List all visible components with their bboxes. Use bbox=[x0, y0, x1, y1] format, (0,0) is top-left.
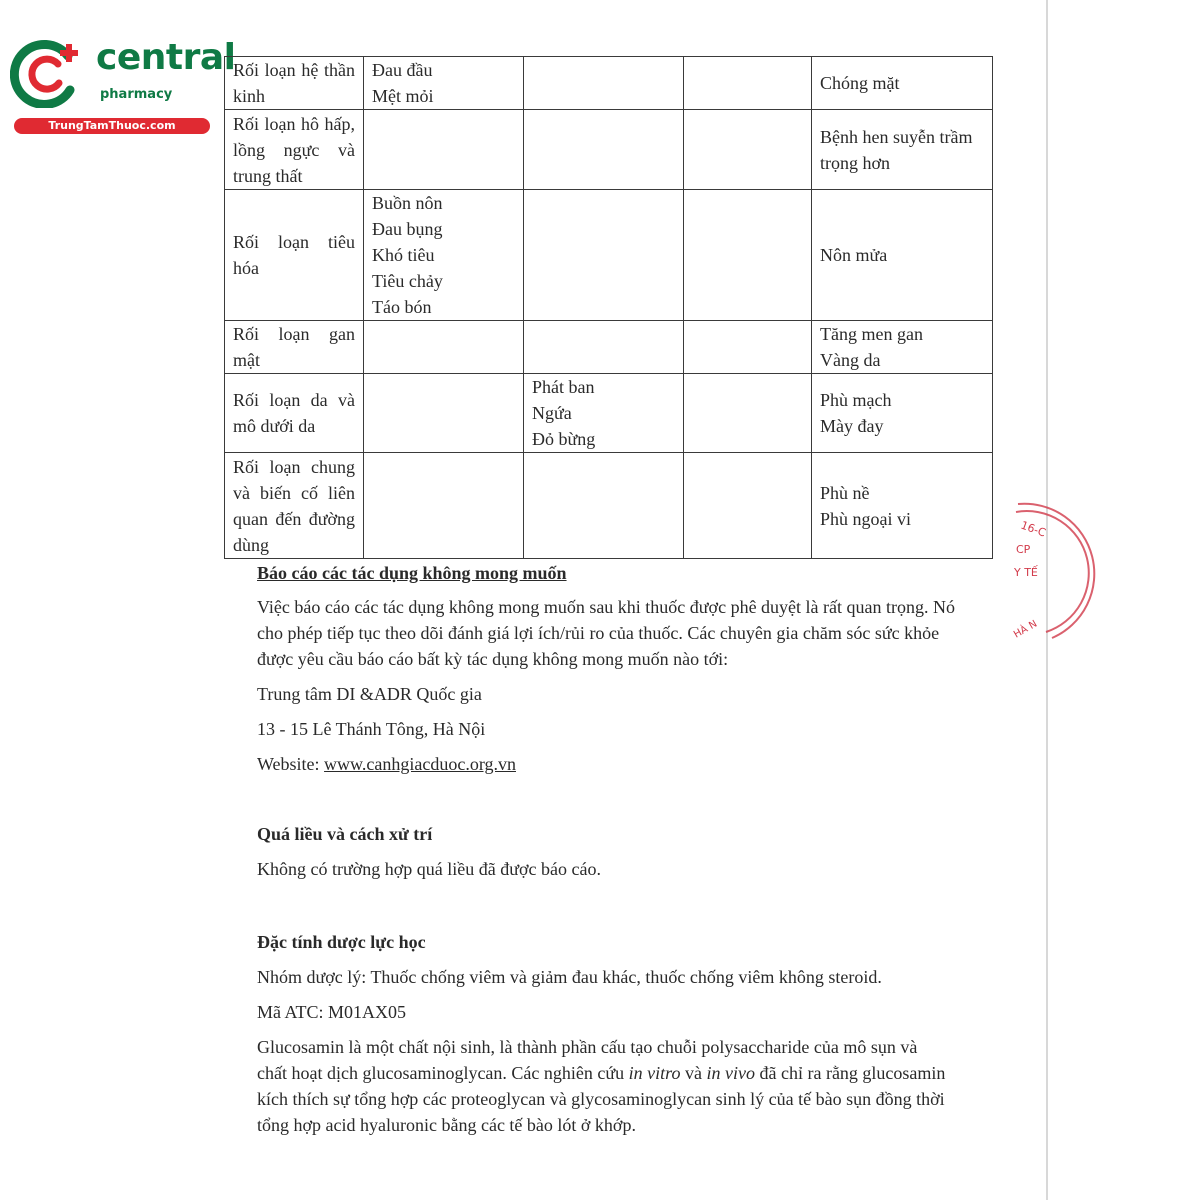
effects-cell-c1 bbox=[364, 190, 524, 321]
effect-item: Bệnh hen suyễn trầm trọng hơn bbox=[820, 126, 973, 173]
official-stamp bbox=[1012, 498, 1072, 658]
effects-cell-c3 bbox=[684, 110, 812, 190]
effect-item: Đỏ bừng bbox=[532, 429, 596, 449]
effect-item: Đau bụng bbox=[372, 219, 443, 239]
svg-text:16-C: 16-C bbox=[1018, 518, 1048, 540]
effects-cell-c3 bbox=[684, 453, 812, 559]
report-section bbox=[257, 560, 957, 777]
effects-cell-c1 bbox=[364, 57, 524, 110]
effect-item: Mệt mỏi bbox=[372, 86, 434, 106]
effects-cell-c1 bbox=[364, 453, 524, 559]
effect-item: Nôn mửa bbox=[820, 245, 888, 265]
svg-text:HÀ N: HÀ N bbox=[1012, 618, 1040, 641]
svg-text:Y TẾ: Y TẾ bbox=[1014, 566, 1038, 579]
svg-text:CP: CP bbox=[1016, 543, 1031, 556]
effect-item: Vàng da bbox=[820, 350, 881, 370]
website-link[interactable]: www.canhgiacduoc.org.vn bbox=[324, 754, 516, 774]
organ-class-cell: Rối loạn hệ thần kinh bbox=[225, 57, 364, 110]
effects-cell-c4 bbox=[812, 374, 993, 453]
table-row bbox=[225, 453, 993, 559]
effect-item: Phát ban bbox=[532, 377, 595, 397]
organ-class-cell: Rối loạn da và mô dưới da bbox=[225, 374, 364, 453]
effect-item: Buồn nôn bbox=[372, 193, 443, 213]
paragraph-part-2: và bbox=[680, 1063, 707, 1083]
report-address: 13 - 15 Lê Thánh Tông, Hà Nội bbox=[257, 719, 486, 739]
effects-cell-c3 bbox=[684, 57, 812, 110]
effects-cell-c2 bbox=[524, 321, 684, 374]
central-pharmacy-logo[interactable] bbox=[10, 37, 236, 138]
effect-item: Đau đầu bbox=[372, 60, 433, 80]
effects-cell-c2 bbox=[524, 374, 684, 453]
organ-class-cell: Rối loạn gan mật bbox=[225, 321, 364, 374]
pharmacodynamics-heading: Đặc tính dược lực học bbox=[257, 932, 426, 952]
report-center: Trung tâm DI &ADR Quốc gia bbox=[257, 684, 482, 704]
pharmacy-logo-icon bbox=[10, 38, 90, 108]
effect-item: Táo bón bbox=[372, 297, 432, 317]
effects-cell-c1 bbox=[364, 110, 524, 190]
report-paragraph: Việc báo cáo các tác dụng không mong muốn sau khi thuốc được phê duyệt là rất quan trọng. Nó cho phép tiếp tục theo dõi đánh giá lợi ích/rủi ro của thuốc. Các chuyên gia chăm sóc sức khỏe được yêu cầu báo cáo bất kỳ tác dụng không mong muốn nào tới: bbox=[257, 597, 956, 669]
paragraph-part-1: Glucosamin là một chất nội sinh, là thành phần cấu tạo chuỗi polysaccharide của mô sụn và chất hoạt dịch glucosaminoglycan. Các nghiên cứu bbox=[257, 1037, 918, 1083]
effects-cell-c2 bbox=[524, 190, 684, 321]
atc-code: Mã ATC: M01AX05 bbox=[257, 1002, 407, 1022]
effect-item: Tiêu chảy bbox=[372, 271, 443, 291]
paragraph-part-3: đã chỉ ra rằng glucosamin kích thích sự tổng hợp các proteoglycan và glycosaminoglycan sinh lý của tế bào sụn đồng thời tổng hợp acid hyaluronic bằng các tế bào lót ở khớp. bbox=[257, 1063, 946, 1135]
effect-item: Phù ngoại vi bbox=[820, 508, 912, 529]
effects-cell-c3 bbox=[684, 374, 812, 453]
in-vivo-text: in vivo bbox=[706, 1063, 755, 1083]
effect-item: Mày đay bbox=[820, 416, 884, 436]
effects-cell-c2 bbox=[524, 57, 684, 110]
effect-item: Ngứa bbox=[532, 403, 572, 423]
effect-item: Phù mạch bbox=[820, 390, 892, 410]
organ-class-cell: Rối loạn tiêu hóa bbox=[225, 190, 364, 321]
table-row bbox=[225, 57, 993, 110]
effects-cell-c2 bbox=[524, 453, 684, 559]
organ-class-cell: Rối loạn hô hấp, lồng ngực và trung thất bbox=[225, 110, 364, 190]
overdose-text: Không có trường hợp quá liều đã được báo cáo. bbox=[257, 859, 601, 879]
glucosamine-paragraph bbox=[257, 1034, 947, 1138]
in-vitro-text: in vitro bbox=[628, 1063, 681, 1083]
effects-cell-c1 bbox=[364, 321, 524, 374]
pharmacodynamics-section bbox=[257, 929, 957, 1138]
table-row bbox=[225, 110, 993, 190]
adverse-effects-table bbox=[224, 56, 993, 559]
logo-sub-text: pharmacy bbox=[100, 87, 173, 102]
report-website-line bbox=[257, 751, 957, 777]
effects-cell-c4 bbox=[812, 57, 993, 110]
website-label: Website: bbox=[257, 754, 325, 774]
effects-cell-c4 bbox=[812, 321, 993, 374]
logo-brand-text: central bbox=[96, 37, 236, 78]
logo-site-bar: TrungTamThuoc.com bbox=[14, 118, 210, 134]
effects-cell-c1 bbox=[364, 374, 524, 453]
table-row bbox=[225, 374, 993, 453]
report-heading: Báo cáo các tác dụng không mong muốn bbox=[257, 563, 567, 583]
table-row bbox=[225, 190, 993, 321]
effects-cell-c3 bbox=[684, 190, 812, 321]
pharmacology-group: Nhóm dược lý: Thuốc chống viêm và giảm đau khác, thuốc chống viêm không steroid. bbox=[257, 967, 882, 987]
effects-cell-c4 bbox=[812, 453, 993, 559]
effects-cell-c3 bbox=[684, 321, 812, 374]
effects-cell-c4 bbox=[812, 110, 993, 190]
organ-class-cell: Rối loạn chung và biến cố liên quan đến đường dùng bbox=[225, 453, 364, 559]
overdose-heading: Quá liều và cách xử trí bbox=[257, 824, 433, 844]
overdose-section bbox=[257, 821, 957, 882]
effect-item: Phù nề bbox=[820, 482, 870, 503]
effect-item: Chóng mặt bbox=[820, 73, 900, 93]
effects-cell-c4 bbox=[812, 190, 993, 321]
effect-item: Khó tiêu bbox=[372, 245, 435, 265]
effect-item: Tăng men gan bbox=[820, 324, 923, 344]
effects-cell-c2 bbox=[524, 110, 684, 190]
table-row bbox=[225, 321, 993, 374]
